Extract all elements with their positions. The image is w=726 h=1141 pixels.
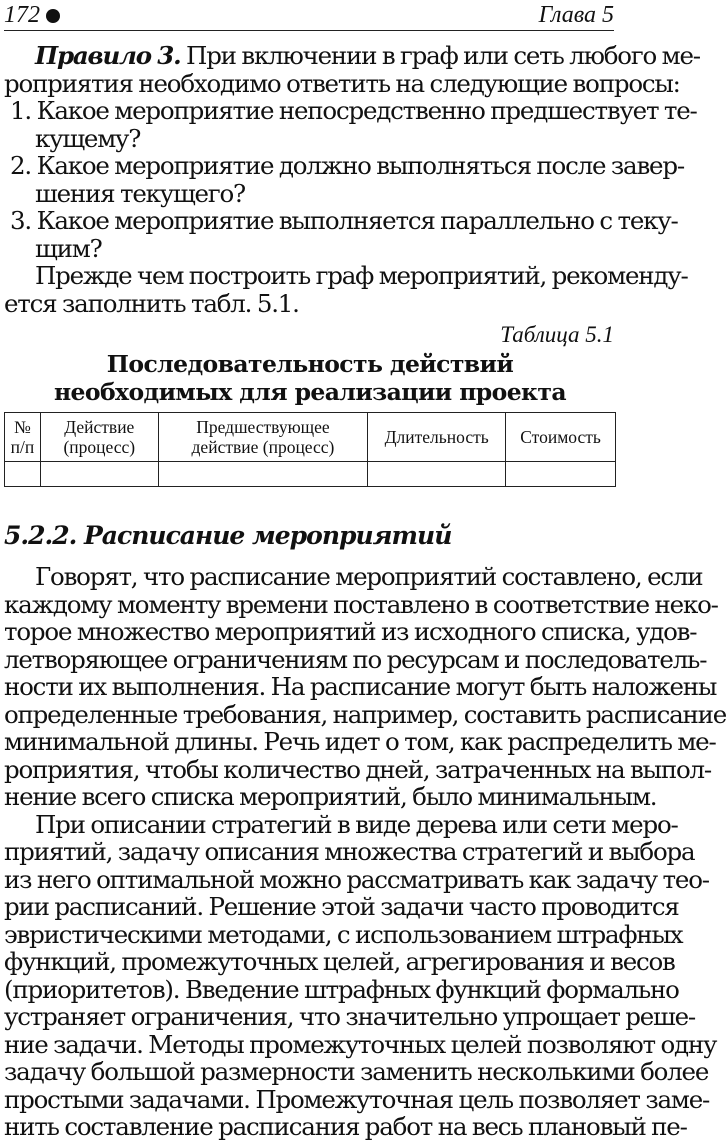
col-header-predecessor: Предшествующее действие (процесс): [158, 413, 368, 462]
paragraph-line: Прежде чем построить граф мероприятий, рекоменду-: [35, 261, 688, 290]
question-line: 1. Какое мероприятие непосредственно предшествует те-: [10, 96, 697, 125]
paragraph-line: устраняет ограничения, что значительно упрощает реше-: [4, 1002, 696, 1031]
paragraph-line: летворяющее ограничениям по ресурсам и последователь-: [4, 644, 707, 674]
process-table: [4, 412, 616, 487]
paragraph-line: При описании стратегий в виде дерева или сети меро-: [35, 809, 678, 839]
paragraph-line: нение всего списка мероприятий, было минимальным.: [4, 782, 657, 811]
paragraph-line: каждому моменту времени поставлено в соответствие неко-: [4, 589, 718, 619]
question-line: щим?: [35, 233, 102, 263]
col-header-number: № п/п: [5, 413, 41, 462]
paragraph-line: (приоритетов). Введение штрафных функций формально: [4, 974, 679, 1004]
table-header-row: [5, 413, 616, 462]
paragraph-line: эвристическими методами, с использованием штрафных: [4, 919, 683, 949]
paragraph-line: торое множество мероприятий из исходного списка, удов-: [4, 617, 697, 646]
section-heading: 5.2.2. Расписание мероприятий: [4, 521, 452, 550]
table-cell: [368, 462, 506, 487]
running-header: [4, 0, 614, 31]
page-number: 172: [4, 0, 60, 30]
question-line: 3. Какое мероприятие выполняется параллельно с теку-: [10, 206, 678, 235]
paragraph-line: задачу большой размерности заменить несколькими более: [4, 1057, 709, 1086]
paragraph-line: простыми задачами. Промежуточная цель позволяет заме-: [4, 1084, 710, 1114]
table-title: Последовательность действий необходимых для реализации проекта: [53, 350, 567, 406]
rule-line: Правило 3. При включении в граф или сеть любого ме-: [35, 41, 700, 70]
paragraph-line: рии расписаний. Решение этой задачи часто проводится: [4, 892, 679, 921]
chapter-label: Глава 5: [538, 2, 614, 28]
question-line: 2. Какое мероприятие должно выполняться после завер-: [10, 151, 684, 180]
col-header-action: Действие (процесс): [40, 413, 158, 462]
table-row: [5, 462, 616, 487]
paragraph-line: из него оптимальной можно рассматривать как задачу тео-: [4, 864, 709, 894]
table-caption: Таблица 5.1: [500, 322, 614, 347]
paragraph-line: ется заполнить табл. 5.1.: [4, 288, 299, 318]
paragraph-line: ние задачи. Методы промежуточных целей позволяют одну: [4, 1029, 717, 1059]
rule-line: роприятия необходимо ответить на следующие вопросы:: [4, 68, 680, 98]
col-header-cost: Стоимость: [506, 413, 616, 462]
body-text: [4, 562, 726, 1141]
col-header-duration: Длительность: [368, 413, 506, 462]
paragraph-line: Говорят, что расписание мероприятий составлено, если: [35, 562, 703, 591]
table-cell: [5, 462, 41, 487]
paragraph-line: роприятия, чтобы количество дней, затраченных на выпол-: [4, 754, 711, 784]
bullet-dot-icon: [46, 9, 60, 23]
table-cell: [506, 462, 616, 487]
paragraph-line: минимальной длины. Речь идет о том, как распределить ме-: [4, 727, 716, 756]
rule-name: Правило 3.: [35, 41, 181, 70]
table-cell: [40, 462, 158, 487]
rule-block: [4, 41, 700, 318]
paragraph-line: функций, промежуточных целей, агрегирования и весов: [4, 947, 675, 976]
question-line: кущему?: [35, 123, 141, 153]
question-line: шения текущего?: [35, 178, 245, 208]
paragraph-line: приятий, задачу описания множества стратегий и выбора: [4, 837, 695, 866]
paragraph-line: нить составление расписания работ на весь плановый пе-: [4, 1112, 687, 1141]
paragraph-line: определенные требования, например, составить расписание: [4, 699, 726, 729]
table-cell: [158, 462, 368, 487]
paragraph-line: ности их выполнения. На расписание могут быть наложены: [4, 672, 717, 701]
